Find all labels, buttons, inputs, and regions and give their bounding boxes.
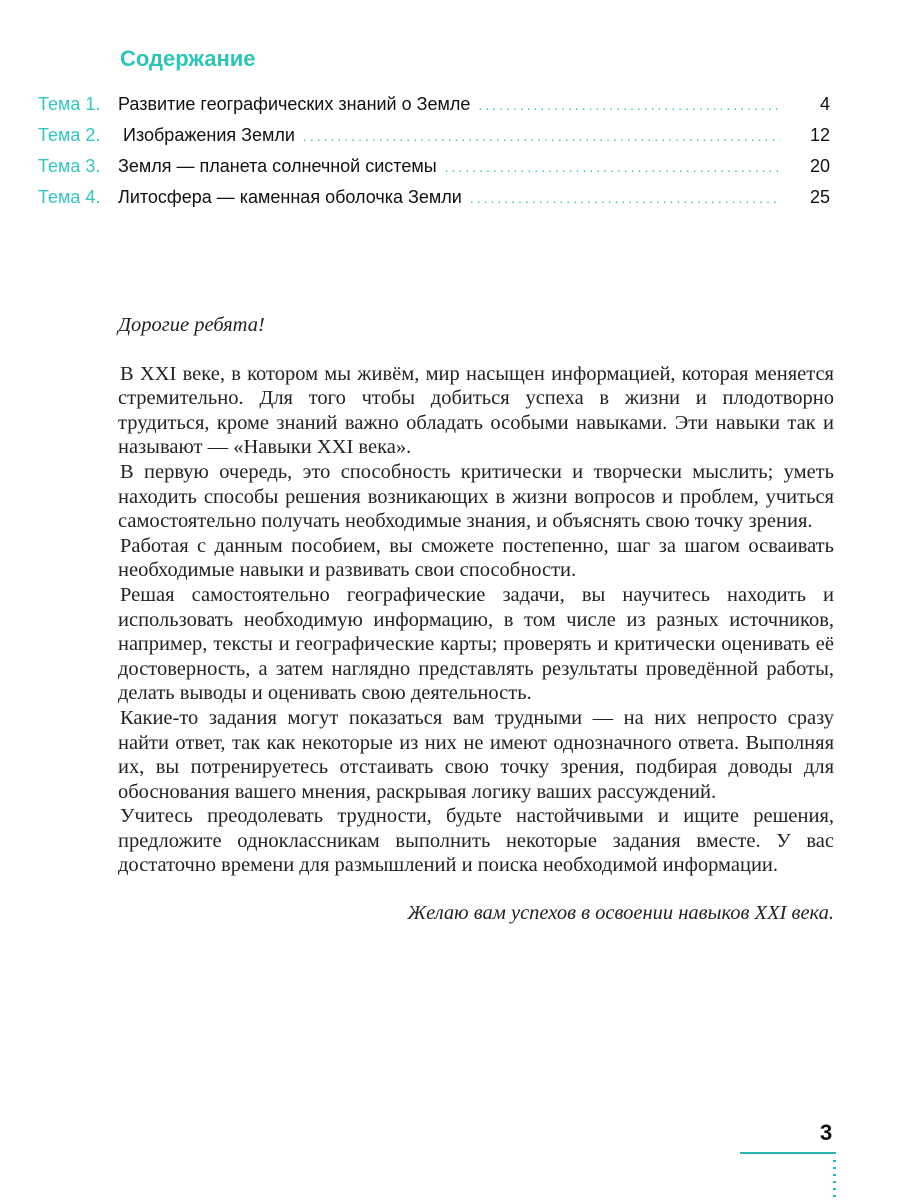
toc-item[interactable] bbox=[38, 187, 830, 218]
toc-item-label: Тема 2. bbox=[38, 125, 101, 145]
toc-item[interactable] bbox=[38, 156, 830, 187]
page-number-dotted-rule bbox=[833, 1160, 836, 1200]
paragraph: В первую очередь, это способность критически и творчески мыслить; уметь находить способы решения возникающих в жизни вопросов и проблем, учиться самостоятельно получать необходимые знания, и объяснять свою точку зрения. bbox=[118, 460, 834, 533]
paragraph: В XXI веке, в котором мы живём, мир насыщен информацией, которая меняется стремительно. Для того чтобы добиться успеха в жизни и плодотворно трудиться, кроме знаний важно обладать особыми навыками. Эти навыки так и называют — «Навыки XXI века». bbox=[118, 362, 834, 459]
toc-leader-dots bbox=[470, 190, 780, 206]
letter-closing: Желаю вам успехов в освоении навыков XXI века. bbox=[407, 902, 834, 925]
toc-item-label: Тема 4. bbox=[38, 187, 101, 207]
table-of-contents bbox=[38, 94, 830, 218]
toc-title: Содержание bbox=[120, 46, 256, 71]
toc-item-label: Тема 1. bbox=[38, 94, 101, 114]
toc-item-page: 25 bbox=[809, 187, 830, 207]
paragraph: Работая с данным пособием, вы сможете постепенно, шаг за шагом осваивать необходимые навыки и развивать свои способности. bbox=[118, 534, 834, 582]
toc-item-title: Земля — планета солнечной системы bbox=[118, 156, 437, 176]
letter-body bbox=[118, 313, 834, 946]
toc-item-page: 4 bbox=[819, 94, 830, 114]
paragraph: Решая самостоятельно географические задачи, вы научитесь находить и использовать необходимую информацию, в том числе из разных источников, например, тексты и географические карты; проверять и критически оценивать её достоверность, а затем наглядно представлять результаты проведённой работы, делать выводы и оценивать свою деятельность. bbox=[118, 583, 834, 705]
page-number: 3 bbox=[820, 1120, 833, 1145]
paragraph: Учитесь преодолевать трудности, будьте настойчивыми и ищите решения, предложите одноклассникам выполнить некоторые задания вместе. У вас достаточно времени для размышлений и поиска необходимой информации. bbox=[118, 805, 834, 877]
toc-leader-dots bbox=[303, 128, 780, 144]
toc-item-title: Литосфера — каменная оболочка Земли bbox=[118, 187, 462, 207]
toc-leader-dots bbox=[445, 159, 780, 175]
paragraph: Какие-то задания могут показаться вам трудными — на них непросто сразу найти ответ, так как некоторые из них не имеют однозначного ответа. Выполняя их, вы потренируетесь отстаивать свою точку зрения, подбирая доводы для обоснования вашего мнения, раскрывая логику ваших рассуждений. bbox=[118, 706, 834, 803]
letter-greeting: Дорогие ребята! bbox=[118, 314, 265, 336]
toc-item-page: 20 bbox=[809, 156, 830, 176]
toc-item-label: Тема 3. bbox=[38, 156, 101, 176]
toc-item[interactable] bbox=[38, 94, 830, 125]
toc-item-title: Изображения Земли bbox=[118, 125, 295, 145]
page-number-rule bbox=[740, 1152, 836, 1154]
toc-leader-dots bbox=[478, 97, 780, 113]
toc-item-page: 12 bbox=[809, 125, 830, 145]
toc-item[interactable] bbox=[38, 125, 830, 156]
toc-item-title: Развитие географических знаний о Земле bbox=[118, 94, 471, 114]
